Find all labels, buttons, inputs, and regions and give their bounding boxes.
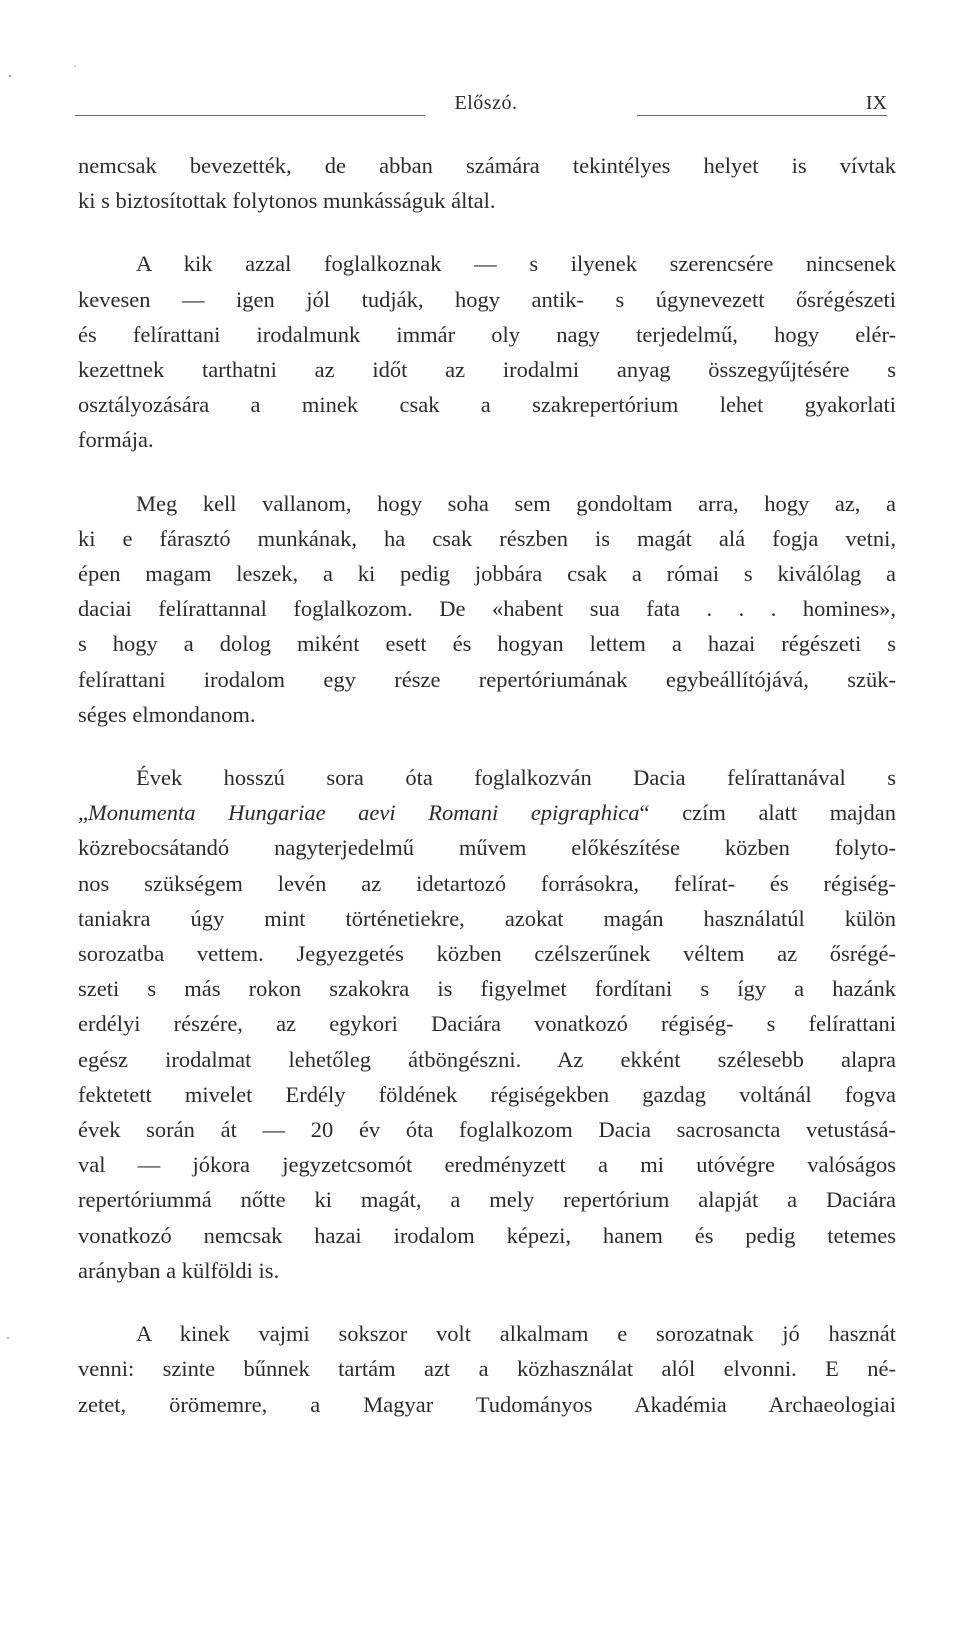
text-line: arányban a külföldi is.: [78, 1257, 280, 1283]
text-line: ki e fárasztó munkának, ha csak részben is magát alá fogja vetni,: [78, 525, 896, 551]
text-line: közrebocsátandó nagyterjedelmű művem előkészítése közben folyto-: [78, 835, 896, 861]
text-line: zetet, örömemre, a Magyar Tudományos Akadémia Archaeologiai: [78, 1391, 896, 1417]
text-line: évek során át — 20 év óta foglalkozom Dacia sacrosancta vetustásá-: [78, 1117, 896, 1143]
text-line: A kinek vajmi sokszor volt alkalmam e sorozatnak jó hasznát: [136, 1321, 896, 1347]
text-line: formája.: [78, 427, 154, 453]
text-line: egész irodalmat lehetőleg átböngészni. Az ekként szélesebb alapra: [78, 1046, 896, 1072]
text-line: felírattani irodalom egy része repertóriumának egybeállítójává, szük-: [78, 666, 896, 692]
text-line: ki s biztosítottak folytonos munkásságuk által.: [78, 188, 496, 214]
text-line: vonatkozó nemcsak hazai irodalom képezi, hanem és pedig tetemes: [78, 1222, 896, 1248]
text-line: venni: szinte bűnnek tartám azt a közhasználat alól elvonni. E né-: [78, 1356, 896, 1382]
paragraph-2: [78, 246, 896, 457]
text-line: [78, 795, 896, 830]
text-line: daciai felírattannal foglalkozom. De «habent sua fata . . . homines»,: [78, 596, 896, 622]
text-line: Meg kell vallanom, hogy soha sem gondoltam arra, hogy az, a: [136, 490, 896, 516]
text-line: erdélyi részére, az egykori Daciára vonatkozó régiség- s felírattani: [78, 1011, 896, 1037]
header-rule-left: [75, 115, 425, 116]
text-line: sorozatba vettem. Jegyezgetés közben czélszerűnek véltem az ősrégé-: [78, 941, 896, 967]
text-line: val — jókora jegyzetcsomót eredményzett a mi utóvégre valóságos: [78, 1152, 896, 1178]
paragraph-4: [78, 760, 896, 1288]
text-line: és felírattani irodalmunk immár oly nagy terjedelmű, hogy elér-: [78, 321, 896, 347]
text-line: nemcsak bevezették, de abban számára tekintélyes helyet is vívtak: [78, 153, 896, 178]
text-line: nos szükségem levén az idetartozó forrásokra, felírat- és régiség-: [78, 870, 896, 896]
text-line: fektetett mivelet Erdély földének régiségekben gazdag voltánál fogva: [78, 1081, 896, 1107]
text-line: kezettnek tarthatni az időt az irodalmi anyag összegyűjtésére s: [78, 357, 896, 383]
text-line: A kik azzal foglalkoznak — s ilyenek szerencsére nincsenek: [136, 251, 896, 277]
chapter-title: Előszó.: [454, 92, 518, 114]
header-rule-right: [637, 115, 887, 116]
italic-title: „Monumenta Hungariae aevi Romani epigraphica“ czím alatt majdan: [78, 800, 896, 826]
text-line: épen magam leszek, a ki pedig jobbára csak a római s kiválólag a: [78, 561, 896, 587]
page-number: IX: [865, 92, 887, 114]
running-head: [75, 88, 897, 122]
paragraph-1: [78, 148, 896, 218]
paragraph-5: [78, 1316, 896, 1422]
text-line: Évek hosszú sora óta foglalkozván Dacia felírattanával s: [136, 765, 896, 791]
text-line: repertóriummá nőtte ki magát, a mely repertórium alapját a Daciára: [78, 1187, 896, 1213]
body-text: [78, 148, 896, 1422]
text-line: kevesen — igen jól tudják, hogy antik- s úgynevezett ősrégészeti: [78, 286, 896, 312]
text-line: séges elmondanom.: [78, 701, 256, 727]
paragraph-3: [78, 486, 896, 732]
text-line: szeti s más rokon szakokra is figyelmet fordítani s így a hazánk: [78, 976, 896, 1002]
text-line: osztályozására a minek csak a szakrepertórium lehet gyakorlati: [78, 392, 896, 418]
text-line: s hogy a dolog miként esett és hogyan lettem a hazai régészeti s: [78, 631, 896, 657]
text-line: taniakra úgy mint történetiekre, azokat magán használatúl külön: [78, 905, 896, 931]
